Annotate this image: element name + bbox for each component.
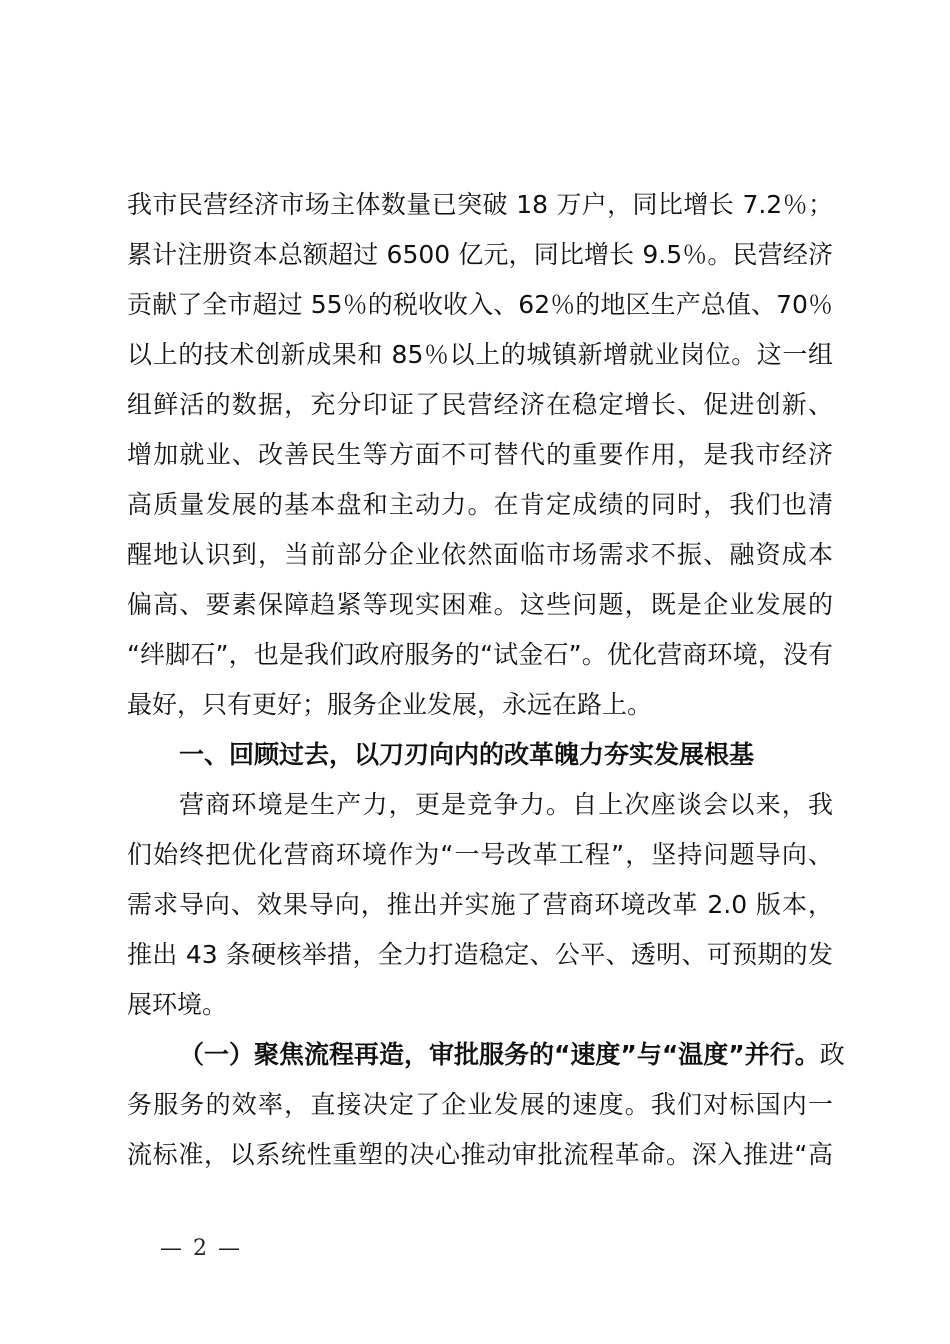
text-line: 最好，只有更好；服务企业发展，永远在路上。: [127, 690, 653, 719]
paragraph-review: [127, 780, 833, 1030]
page-number: — 2 —: [160, 1236, 242, 1261]
text-line: “绊脚石”，也是我们政府服务的“试金石”。优化营商环境，没有: [127, 640, 833, 669]
text-line: 以上的技术创新成果和 85％以上的城镇新增就业岗位。这一组: [127, 340, 833, 369]
text-line: 醒地认识到，当前部分企业依然面临市场需求不振、融资成本: [127, 540, 833, 569]
text-line: 需求导向、效果导向，推出并实施了营商环境改革 2.0 版本，: [127, 890, 833, 919]
text-line: 营商环境是生产力，更是竞争力。自上次座谈会以来，我: [179, 790, 833, 819]
text-line: 贡献了全市超过 55％的税收收入、62％的地区生产总值、70％: [127, 290, 833, 319]
text-line: 我市民营经济市场主体数量已突破 18 万户，同比增长 7.2％；: [127, 190, 833, 219]
text-line: 务服务的效率，直接决定了企业发展的速度。我们对标国内一: [127, 1090, 833, 1119]
subheading-lead: （一）聚焦流程再造，审批服务的“速度”与“温度”并行。: [179, 1040, 820, 1069]
document-body: [127, 180, 845, 1180]
section-heading: 一、回顾过去，以刀刃向内的改革魄力夯实发展根基: [179, 740, 755, 769]
text-line: 累计注册资本总额超过 6500 亿元，同比增长 9.5％。民营经济: [127, 240, 833, 269]
text-line: 偏高、要素保障趋紧等现实困难。这些问题，既是企业发展的: [127, 590, 833, 619]
text-line: 组鲜活的数据，充分印证了民营经济在稳定增长、促进创新、: [127, 390, 833, 419]
text-line: 推出 43 条硬核举措，全力打造稳定、公平、透明、可预期的发: [127, 940, 833, 969]
text-line: 流标准，以系统性重塑的决心推动审批流程革命。深入推进“高: [127, 1140, 833, 1169]
text-line: [127, 1030, 845, 1080]
text-line: 高质量发展的基本盘和主动力。在肯定成绩的同时，我们也清: [127, 490, 833, 519]
text-run: 政: [819, 1040, 845, 1069]
text-line: 们始终把优化营商环境作为“一号改革工程”，坚持问题导向、: [127, 840, 833, 869]
text-line: 增加就业、改善民生等方面不可替代的重要作用，是我市经济: [127, 440, 833, 469]
text-line: 展环境。: [127, 990, 228, 1019]
paragraph-process-reform: [127, 1030, 845, 1180]
paragraph-statistics: [127, 180, 833, 730]
